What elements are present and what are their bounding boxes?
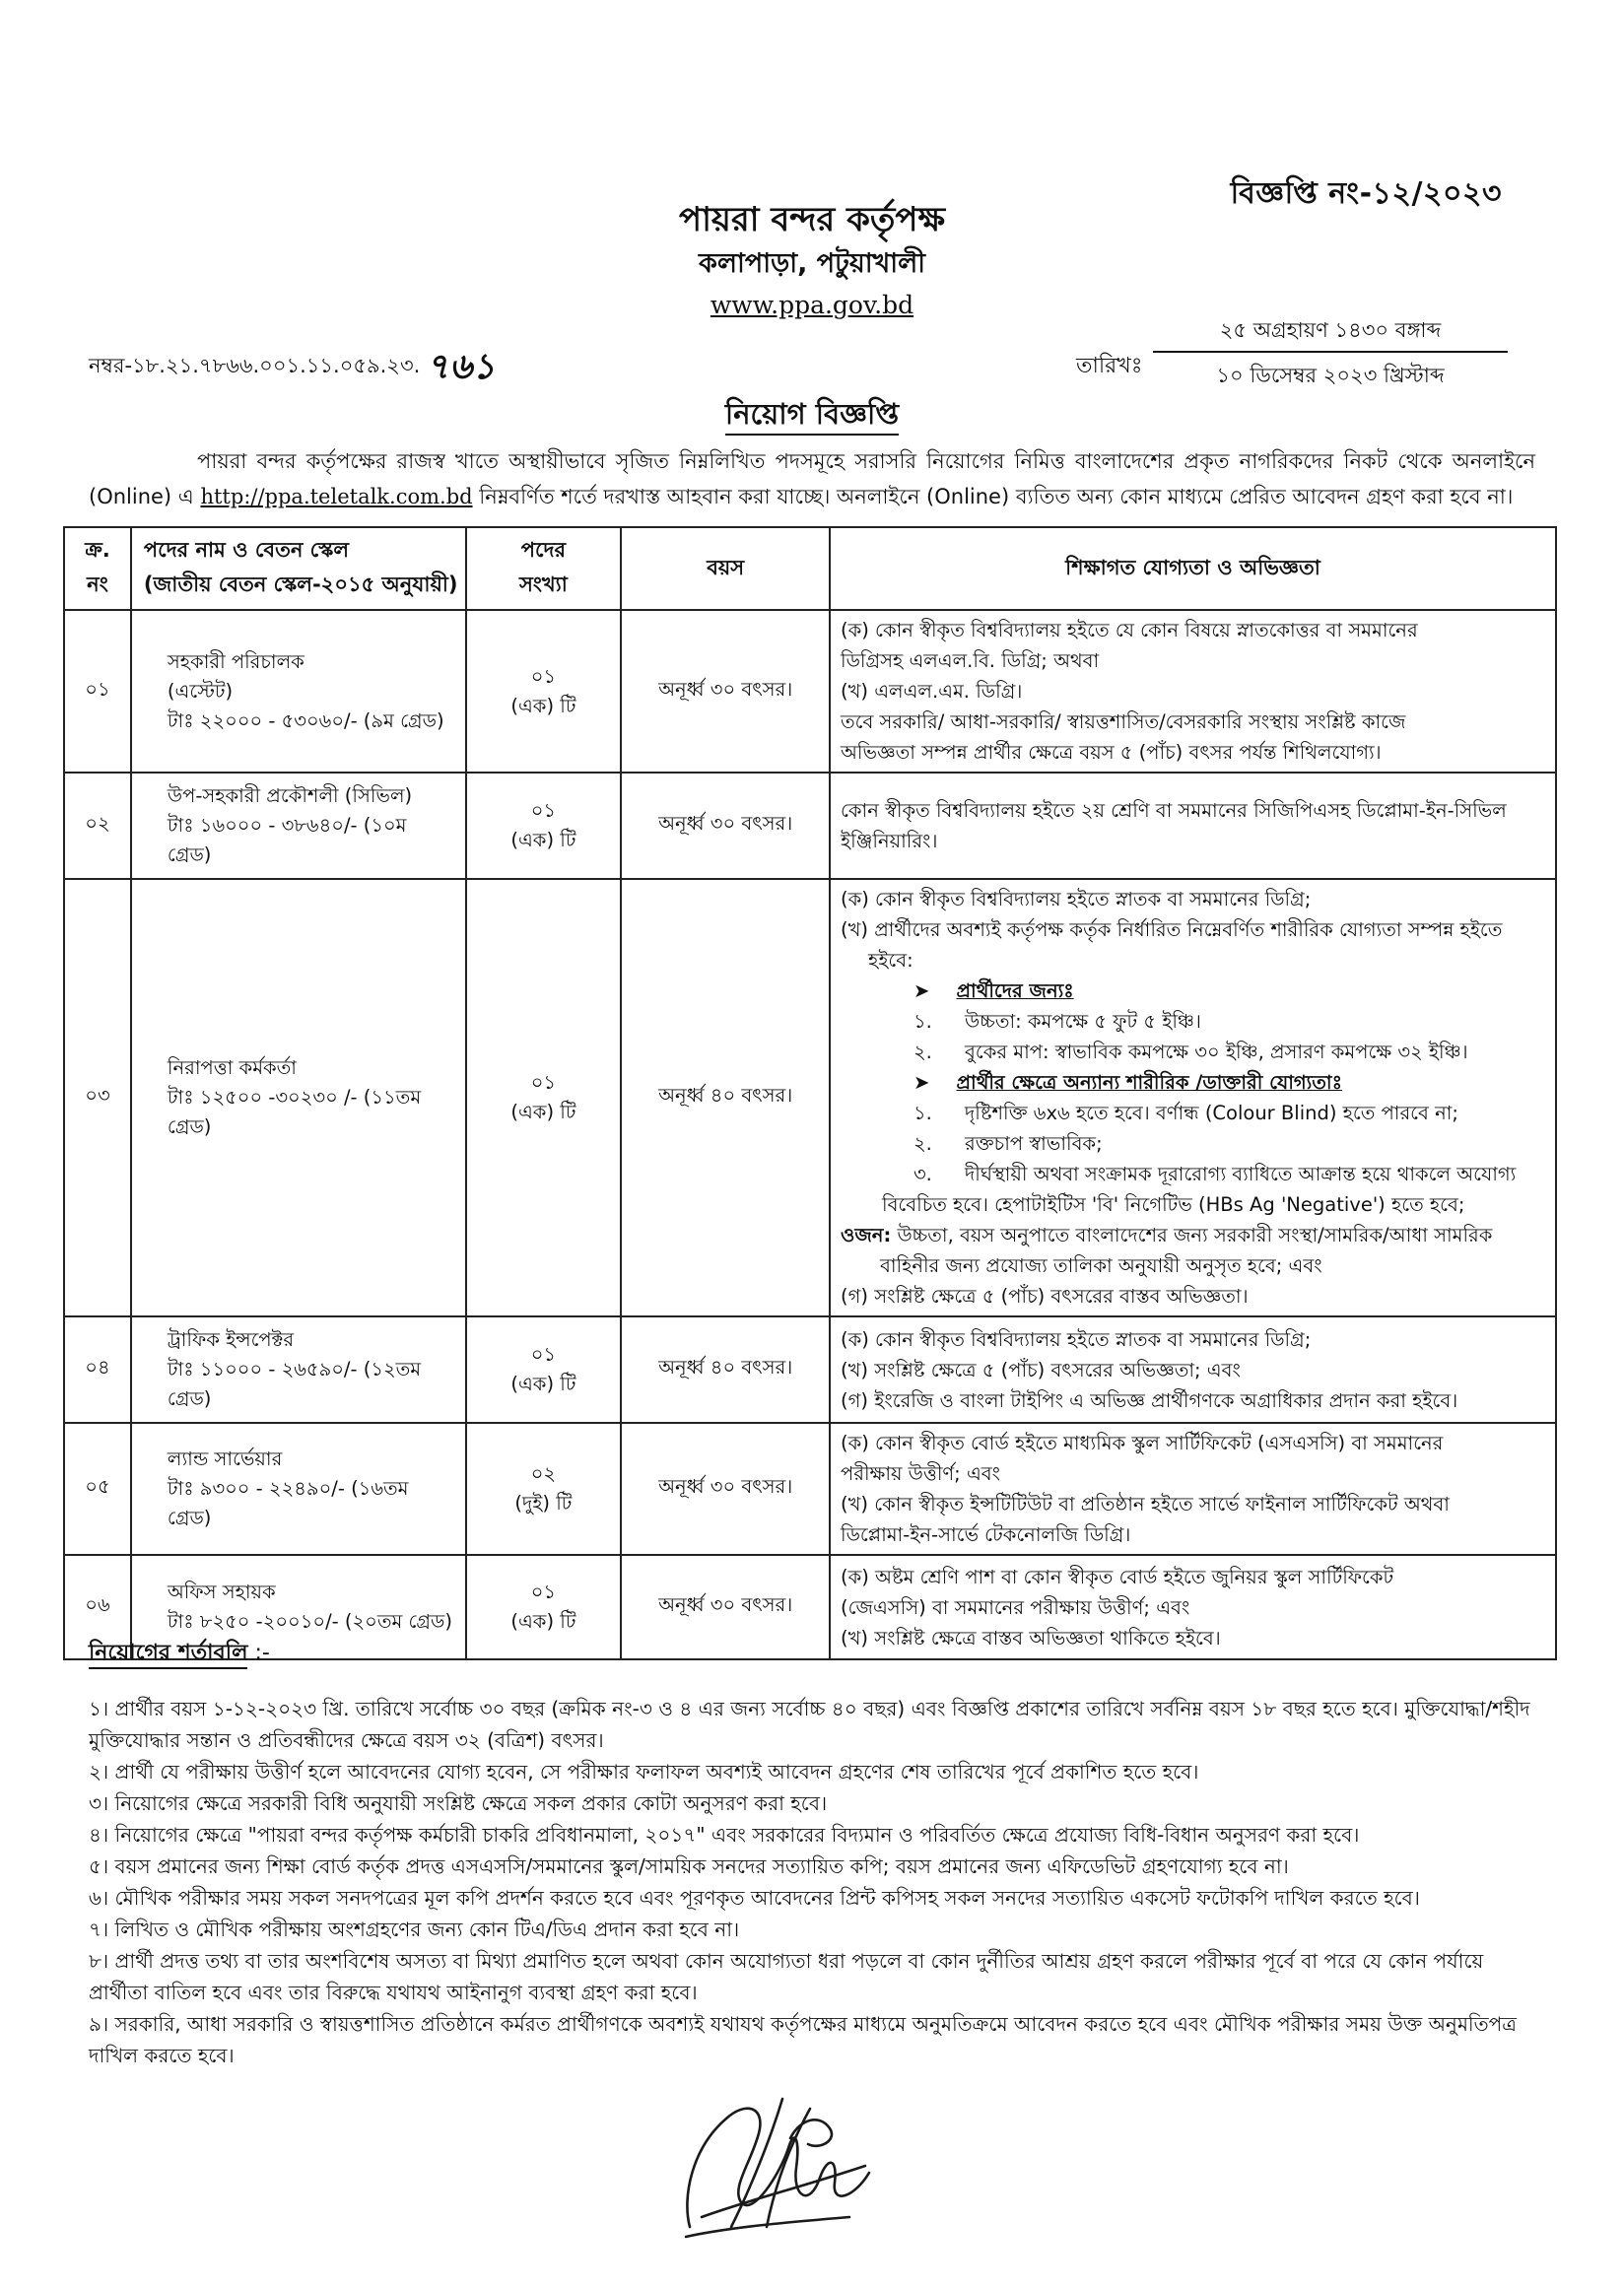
table-row — [64, 773, 1556, 879]
condition-item: ৮। প্রার্থী প্রদত্ত তথ্য বা তার অংশবিশেষ অসত্য বা মিথ্যা প্রমাণিত হলে অথবা কোন অযোগ্যতা ধরা পড়লে বা কোন দুর্নীতির আশ্রয় গ্রহণ করলে পরীক্ষার পূর্বে বা পরে যে কোন পর্যায়ে প্রার্থীতা বাতিল হবে এবং তার বিরুদ্ধে যথাযথ আইনানুগ ব্যবস্থা গ্রহণ করা হবে। — [89, 1949, 1484, 2004]
row-count: ০১ (এক) টি — [466, 1555, 622, 1659]
row-serial: ০৪ — [64, 1316, 131, 1423]
row-age: অনূর্ধ্ব ৩০ বৎসর। — [621, 610, 830, 773]
table-row — [64, 1555, 1556, 1659]
condition-item: ৭। লিখিত ও মৌখিক পরীক্ষায় অংশগ্রহণের জন্য কোন টিএ/ডিএ প্রদান করা হবে না। — [89, 1918, 740, 1941]
row-age: অনূর্ধ্ব ৪০ বৎসর। — [621, 879, 830, 1316]
row-qualification: কোন স্বীকৃত বিশ্ববিদ্যালয় হইতে ২য় শ্রেণি বা সমমানের সিজিপিএসহ ডিপ্লোমা-ইন-সিভিল ইঞ্জিনিয়ারিং। — [830, 773, 1556, 879]
application-url-link[interactable]: http://ppa.teletalk.com.bd — [200, 485, 473, 508]
intro-paragraph — [89, 443, 1535, 514]
header-serial: ক্র. নং — [64, 527, 131, 610]
table-row — [64, 879, 1556, 1316]
row-qualification: (ক) কোন স্বীকৃত বিশ্ববিদ্যালয় হইতে স্নাতক বা সমমানের ডিগ্রি; (খ) প্রার্থীদের অবশ্যই কর্তৃপক্ষ কর্তৃক নির্ধারিত নিম্নেবর্ণিত শারীরিক যোগ্যতা সম্পন্ন হইতে হইবে: ➤ প্রার্থীদের জন্যঃ ১. উচ্চতা: কমপক্ষে ৫ ফুট ৫ ইঞ্চি। ২. বুকের মাপ: স্বাভাবিক কমপক্ষে ৩০ ইঞ্চি, প্রসারণ কমপক্ষে ৩২ ইঞ্চি। ➤ প্রার্থীর ক্ষেত্রে অন্যান্য শারীরিক /ডাক্তারী যোগ্যতাঃ ১. দৃষ্টিশক্তি ৬x৬ হতে হবে। বর্ণান্ধ (Colour Blind) হতে পারবে না; ২. রক্তচাপ স্বাভাবিক; ৩. দীর্ঘস্থায়ী অথবা সংক্রামক দূরারোগ্য ব্যাধিতে আক্রান্ত হয়ে থাকলে অযোগ্য বিবেচিত হবে। হেপাটাইটিস 'বি' নিগেটিভ (HBs Ag 'Negative') হতে হবে; ওজন: উচ্চতা, বয়স অনুপাতে বাংলাদেশের জন্য সরকারী সংস্থা/সামরিক/আধা সামরিক বাহিনীর জন্য প্রযোজ্য তালিকা অনুযায়ী অনুসৃত হবে; এবং (গ) সংশ্লিষ্ট ক্ষেত্রে ৫ (পাঁচ) বৎসরের বাস্তব অভিজ্ঞতা। — [830, 879, 1556, 1316]
row-age: অনূর্ধ্ব ৪০ বৎসর। — [621, 1316, 830, 1423]
authority-signature — [672, 2079, 879, 2247]
row-post: ট্রাফিক ইন্সপেক্টর টাঃ ১১০০০ - ২৬৫৯০/- (১২তম গ্রেড) — [131, 1316, 466, 1423]
row-count: ০১ (এক) টি — [466, 879, 622, 1316]
row-count: ০১ (এক) টি — [466, 1316, 622, 1423]
row-serial: ০৫ — [64, 1423, 131, 1555]
table-row — [64, 610, 1556, 773]
date-english: ১০ ডিসেম্বর ২০২৩ খ্রিস্টাব্দ — [1216, 364, 1445, 387]
condition-item: ৫। বয়স প্রমানের জন্য শিক্ষা বোর্ড কর্তৃক প্রদত্ত এসএসসি/সমমানের স্কুল/সাময়িক সনদের সত্যায়িত কপি; বয়স প্রমানের জন্য এফিডেভিট গ্রহণযোগ্য হবে না। — [89, 1854, 1289, 1878]
notice-title-text: নিয়োগ বিজ্ঞপ্তি — [725, 397, 899, 436]
row-age: অনূর্ধ্ব ৩০ বৎসর। — [621, 1423, 830, 1555]
other-criteria-heading: ➤ প্রার্থীর ক্ষেত্রে অন্যান্য শারীরিক /ডাক্তারী যোগ্যতাঃ — [914, 1071, 1342, 1094]
row-qualification: (ক) অষ্টম শ্রেণি পাশ বা কোন স্বীকৃত বোর্ড হইতে জুনিয়র স্কুল সার্টিফিকেট (জেএসসি) বা সমমানের পরীক্ষায় উত্তীর্ণ; এবং (খ) সংশ্লিষ্ট ক্ষেত্রে বাস্তব অভিজ্ঞতা থাকিতে হইবে। — [830, 1555, 1556, 1659]
conditions-list — [89, 1693, 1537, 2071]
organization-name: পায়রা বন্দর কর্তৃপক্ষ — [678, 200, 946, 239]
row-serial: ০৩ — [64, 879, 131, 1316]
row-age: অনূর্ধ্ব ৩০ বৎসর। — [621, 773, 830, 879]
male-criteria-heading: ➤ প্রার্থীদের জন্যঃ — [914, 979, 1074, 1002]
row-qualification: (ক) কোন স্বীকৃত বিশ্ববিদ্যালয় হইতে যে কোন বিষয়ে স্নাতকোত্তর বা সমমানের ডিগ্রিসহ এলএল.বি. ডিগ্রি; অথবা (খ) এলএল.এম. ডিগ্রি। তবে সরকারি/ আধা-সরকারি/ স্বায়ত্তশাসিত/বেসরকারি সংস্থায় সংশ্লিষ্ট কাজে অভিজ্ঞতা সম্পন্ন প্রার্থীর ক্ষেত্রে বয়স ৫ (পাঁচ) বৎসর পর্যন্ত শিথিলযোগ্য। — [830, 610, 1556, 773]
date-label: তারিখঃ — [1076, 354, 1143, 378]
row-post: অফিস সহায়ক টাঃ ৮২৫০ -২০০১০/- (২০তম গ্রেড) — [131, 1555, 466, 1659]
row-count: ০১ (এক) টি — [466, 773, 622, 879]
condition-item: ৬। মৌখিক পরীক্ষার সময় সকল সনদপত্রের মূল কপি প্রদর্শন করতে হবে এবং পূরণকৃত আবেদনের প্রিন্ট কপিসহ সকল সনদের সত্যায়িত একসেট ফটোকপি দাখিল করতে হবে। — [89, 1886, 1420, 1910]
intro-text-2: নিম্নবর্ণিত শর্তে দরখাস্ত আহবান করা যাচ্ছে। অনলাইনে (Online) ব্যতিত অন্য কোন মাধ্যমে প্রেরিত আবেদন গ্রহণ করা হবে না। — [479, 485, 1514, 508]
posts-table — [63, 526, 1557, 1660]
row-qualification: (ক) কোন স্বীকৃত বোর্ড হইতে মাধ্যমিক স্কুল সার্টিফিকেট (এসএসসি) বা সমমানের পরীক্ষায় উত্তীর্ণ; এবং (খ) কোন স্বীকৃত ইন্সটিটিউট বা প্রতিষ্ঠান হইতে সার্ভে ফাইনাল সার্টিফিকেট অথবা ডিপ্লোমা-ইন-সার্ভে টেকনোলজি ডিগ্রি। — [830, 1423, 1556, 1555]
header-post-name: পদের নাম ও বেতন স্কেল (জাতীয় বেতন স্কেল-২০১৫ অনুযায়ী) — [131, 527, 466, 610]
row-serial: ০১ — [64, 610, 131, 773]
header-post-count: পদের সংখ্যা — [466, 527, 622, 610]
row-serial: ০২ — [64, 773, 131, 879]
row-qualification: (ক) কোন স্বীকৃত বিশ্ববিদ্যালয় হইতে স্নাতক বা সমমানের ডিগ্রি; (খ) সংশ্লিষ্ট ক্ষেত্রে ৫ (পাঁচ) বৎসরের অভিজ্ঞতা; এবং (গ) ইংরেজি ও বাংলা টাইপিং এ অভিজ্ঞ প্রার্থীগণকে অগ্রাধিকার প্রদান করা হইবে। — [830, 1316, 1556, 1423]
table-row — [64, 1423, 1556, 1555]
notice-title — [0, 392, 1624, 440]
memo-number-handwritten: ৭৬১ — [426, 347, 496, 387]
header-qualification: শিক্ষাগত যোগ্যতা ও অভিজ্ঞতা — [830, 527, 1556, 610]
memo-number-text: নম্বর-১৮.২১.৭৮৬৬.০০১.১১.০৫৯.২৩. — [89, 354, 421, 377]
condition-item: ১। প্রার্থীর বয়স ১-১২-২০২৩ খ্রি. তারিখে সর্বোচ্চ ৩০ বছর (ক্রমিক নং-৩ ও ৪ এর জন্য সর্বোচ্চ ৪০ বছর) এবং বিজ্ঞপ্তি প্রকাশের তারিখে সর্বনিম্ন বয়স ১৮ বছর হতে হবে। মুক্তিযোদ্ধা/শহীদ মুক্তিযোদ্ধার সন্তান ও প্রতিবন্ধীদের ক্ষেত্রে বয়স ৩২ (বত্রিশ) বৎসর। — [89, 1697, 1530, 1752]
notice-number: বিজ্ঞপ্তি নং-১২/২০২৩ — [1230, 176, 1502, 211]
row-count: ০১ (এক) টি — [466, 610, 622, 773]
conditions-heading: নিয়োগের শর্তাবলি :- — [89, 1636, 270, 1672]
table-row — [64, 1316, 1556, 1423]
conditions-heading-text: নিয়োগের শর্তাবলি — [89, 1641, 247, 1669]
table-header-row — [64, 527, 1556, 610]
row-post: উপ-সহকারী প্রকৌশলী (সিভিল) টাঃ ১৬০০০ - ৩৮৬৪০/- (১০ম গ্রেড) — [131, 773, 466, 879]
row-serial: ০৬ — [64, 1555, 131, 1659]
memo-number — [89, 340, 495, 399]
date-bangla: ২৫ অগ্রহায়ণ ১৪৩০ বঙ্গাব্দ — [1153, 313, 1508, 353]
row-post: নিরাপত্তা কর্মকর্তা টাঃ ১২৫০০ -৩০২৩০ /- (১১তম গ্রেড) — [131, 879, 466, 1316]
organization-address: কলাপাড়া, পটুয়াখালী — [699, 248, 925, 279]
condition-item: ২। প্রার্থী যে পরীক্ষায় উত্তীর্ণ হলে আবেদনের যোগ্য হবেন, সে পরীক্ষার ফলাফল অবশ্যই আবেদন গ্রহণের শেষ তারিখের পূর্বে প্রকাশিত হতে হবে। — [89, 1760, 1199, 1784]
letterhead — [0, 197, 1624, 325]
intro-text-1: পায়রা বন্দর কর্তৃপক্ষের রাজস্ব খাতে অস্থায়ীভাবে সৃজিত নিম্নলিখিত পদসমূহে সরাসরি নিয়োগের নিমিত্ত বাংলাদেশের প্রকৃত নাগরিকদের নিকট থেকে অনলাইনে (Online) এ — [89, 449, 1535, 508]
header-age: বয়স — [621, 527, 830, 610]
row-post: সহকারী পরিচালক (এস্টেট) টাঃ ২২০০০ - ৫৩০৬০/- (৯ম গ্রেড) — [131, 610, 466, 773]
condition-item: ৪। নিয়োগের ক্ষেত্রে "পায়রা বন্দর কর্তৃপক্ষ কর্মচারী চাকরি প্রবিধানমালা, ২০১৭" এবং সরকারের বিদ্যমান ও পরিবর্তিত ক্ষেত্রে প্রযোজ্য বিধি-বিধান অনুসরণ করা হবে। — [89, 1823, 1360, 1847]
row-post: ল্যান্ড সার্ভেয়ার টাঃ ৯৩০০ - ২২৪৯০/- (১৬তম গ্রেড) — [131, 1423, 466, 1555]
row-count: ০২ (দুই) টি — [466, 1423, 622, 1555]
condition-item: ৩। নিয়োগের ক্ষেত্রে সরকারী বিধি অনুযায়ী সংশ্লিষ্ট ক্ষেত্রে সকল প্রকার কোটা অনুসরণ করা হবে। — [89, 1791, 828, 1815]
organization-website-link[interactable]: www.ppa.gov.bd — [710, 291, 914, 319]
condition-item: ৯। সরকারি, আধা সরকারি ও স্বায়ত্তশাসিত প্রতিষ্ঠানে কর্মরত প্রার্থীগণকে অবশ্যই যথাযথ কর্তৃপক্ষের মাধ্যমে অনুমতিক্রমে আবেদন করতে হবে এবং মৌখিক পরীক্ষার সময় উক্ত অনুমতিপত্র দাখিল করতে হবে। — [89, 2012, 1517, 2067]
row-age: অনূর্ধ্ব ৩০ বৎসর। — [621, 1555, 830, 1659]
date-block — [1076, 313, 1508, 392]
